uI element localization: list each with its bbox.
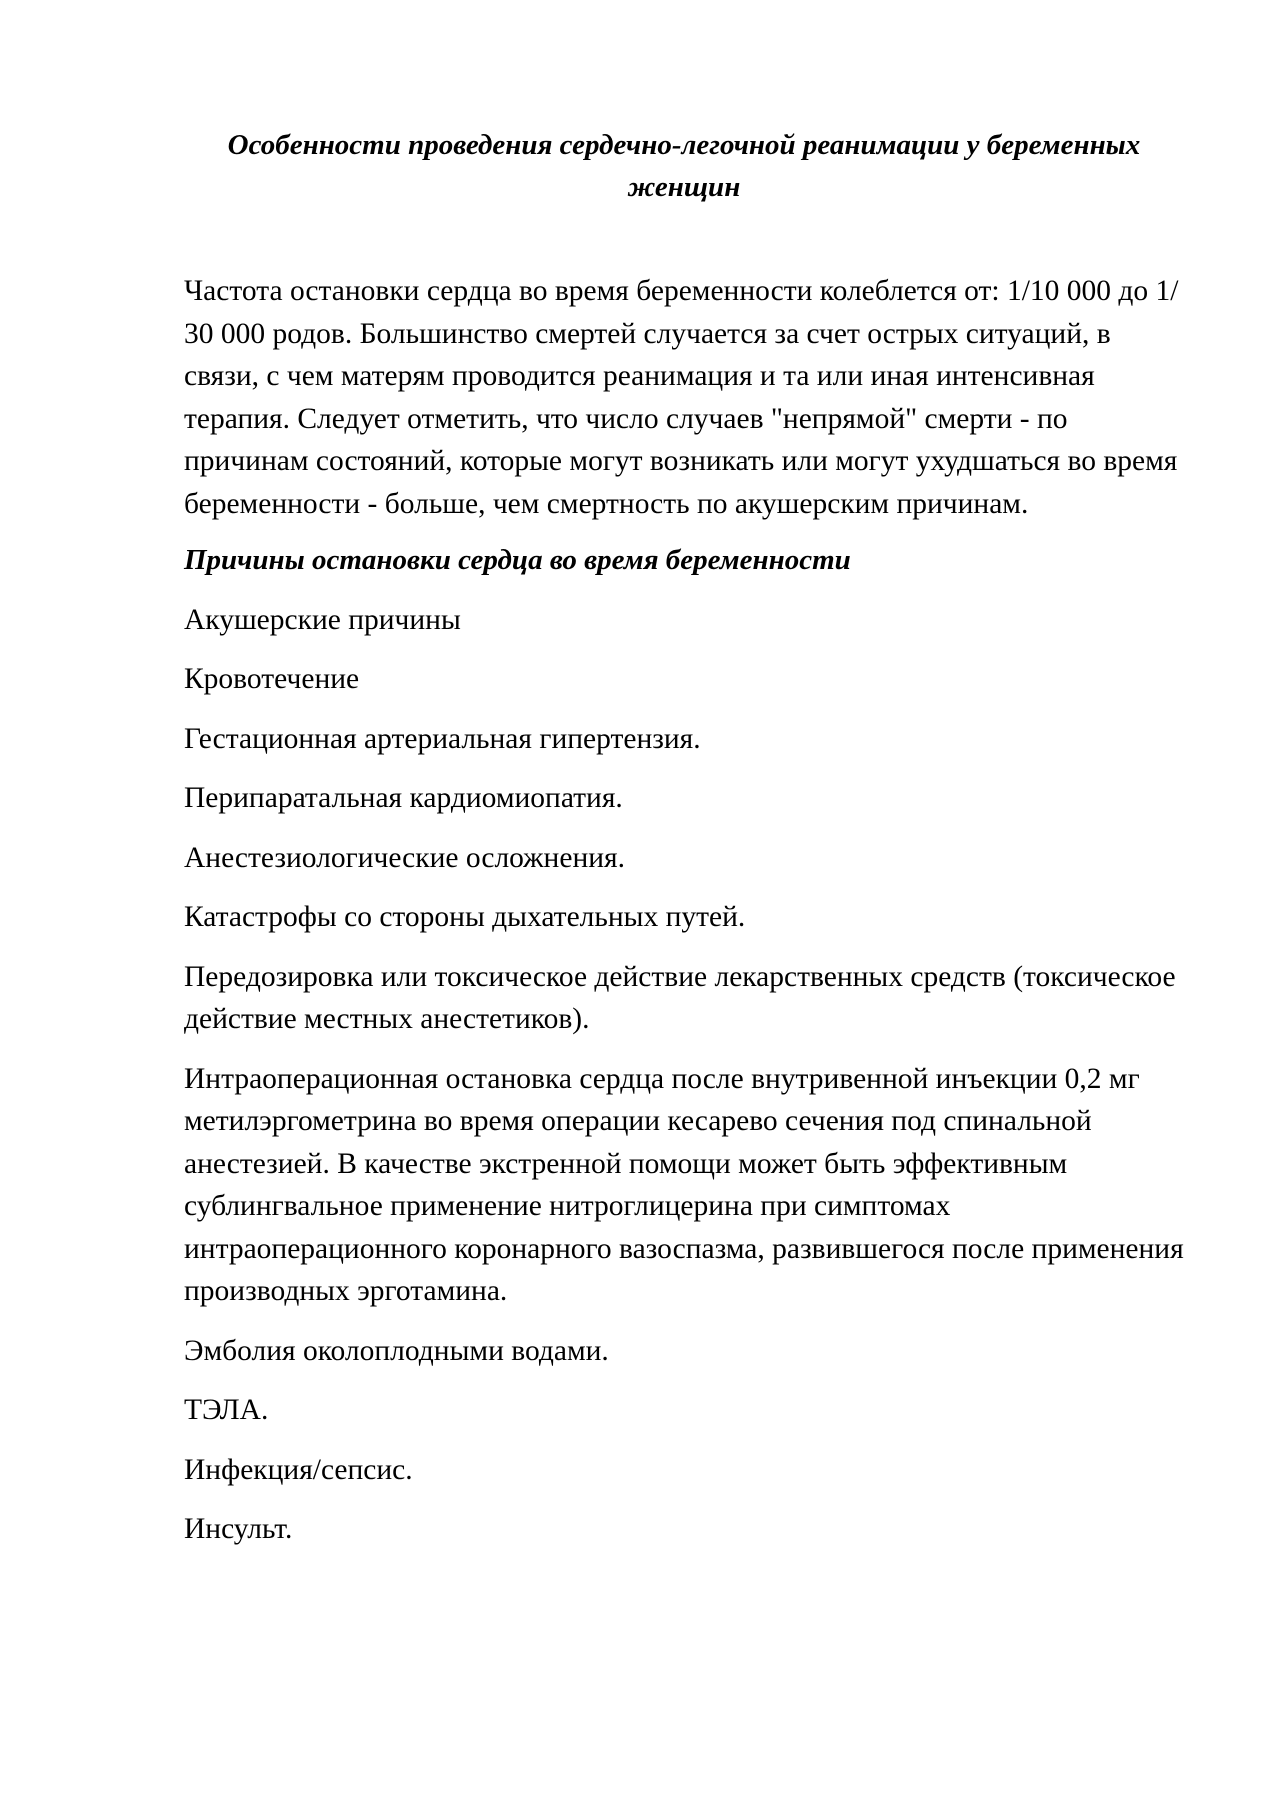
list-item: Гестационная артериальная гипертензия. [184, 722, 701, 755]
intro-paragraph: Частота остановки сердца во время беременности колеблется от: 1/10 000 до 1/ 30 000 родов. Большинство смертей случается за счет острых ситуаций, в связи, с чем матерям проводится реанимация и та или иная интенсивная терапия. Следует отметить, что число случаев "непрямой" смерти - по причинам состояний, которые могут возникать или могут ухудшаться во время беременности - больше, чем смертность по акушерским причинам. [184, 275, 1179, 520]
list-item: Эмболия околоплодными водами. [184, 1334, 609, 1367]
list-item: Перипаратальная кардиомиопатия. [184, 782, 623, 814]
list-item: Передозировка или токсическое действие лекарственных средств (токсическое действие местных анестетиков). [184, 960, 1176, 1035]
list-item: Инсульт. [184, 1513, 293, 1545]
list-item: Интраоперационная остановка сердца после внутривенной инъекции 0,2 мг метилэргометрина во время операции кесарево сечения под спинальной анестезией. В качестве экстренной помощи может быть эффективным сублингвальное применение нитроглицерина при симптомах интраоперационного коронарного вазоспазма, развившегося после применения производных эрготамина. [184, 1062, 1184, 1307]
section-heading: Причины остановки сердца во время беременности [184, 544, 851, 576]
list-item: ТЭЛА. [184, 1394, 269, 1426]
causes-list [184, 599, 1184, 1551]
list-item: Инфекция/сепсис. [184, 1453, 413, 1486]
list-item: Анестезиологические осложнения. [184, 841, 625, 874]
list-item: Кровотечение [184, 663, 360, 695]
list-item: Акушерские причины [184, 603, 461, 636]
document-page [184, 124, 1184, 1551]
document-title: Особенности проведения сердечно-легочной реанимации у беременных женщин [227, 129, 1141, 203]
list-item: Катастрофы со стороны дыхательных путей. [184, 901, 746, 933]
